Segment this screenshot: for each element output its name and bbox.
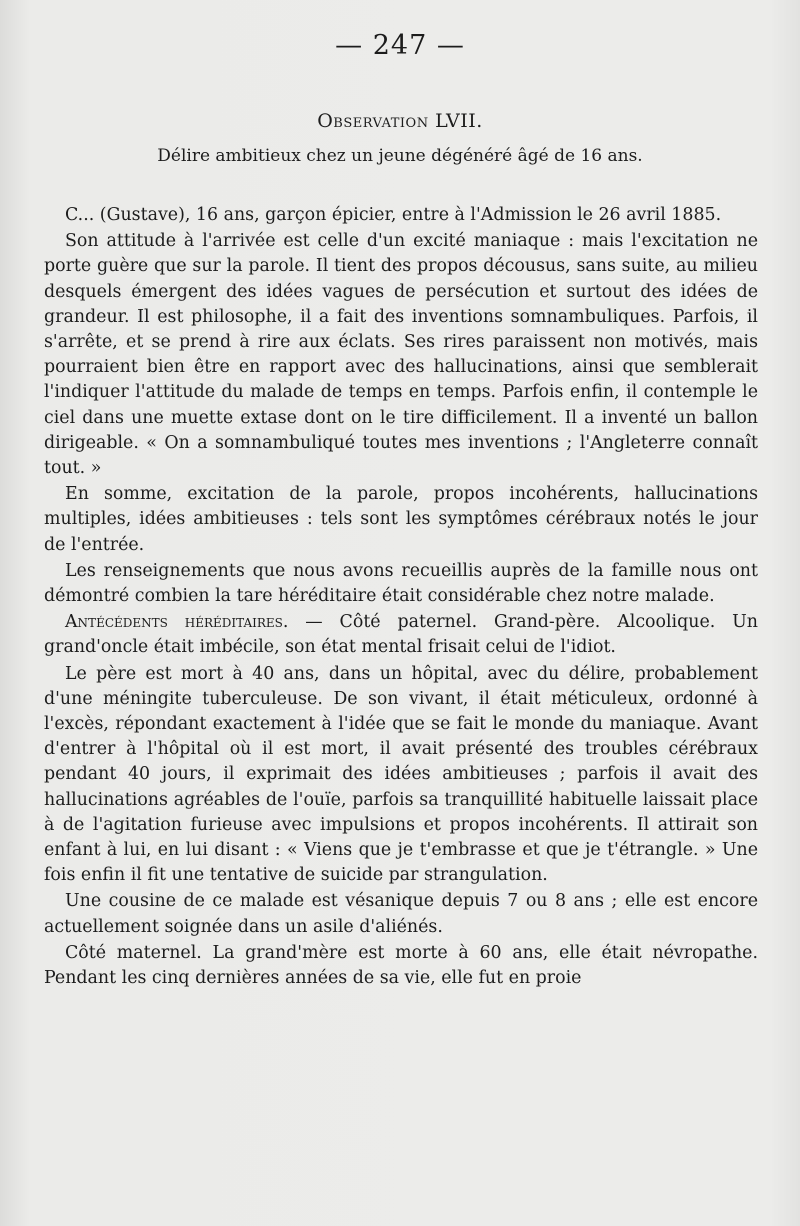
paragraph-hereditary-text: — Côté paternel. Grand-père. Alcoolique. Un grand'oncle était imbécile, son état mental frisait celui de l'idiot. bbox=[44, 612, 758, 658]
observation-subtitle: Délire ambitieux chez un jeune dégénéré âgé de 16 ans. bbox=[157, 146, 643, 166]
paragraph-summary: En somme, excitation de la parole, propos incohérents, hallucinations multiples, idées ambitieuses : tels sont les symptômes cérébraux notés le jour de l'entrée. bbox=[44, 484, 758, 555]
observation-body bbox=[44, 203, 758, 991]
paragraph-attitude: Son attitude à l'arrivée est celle d'un excité maniaque : mais l'excitation ne porte guère que sur la parole. Il tient des propos décousus, sans suite, au milieu desquels émergent des idées vagues de persécution et surtout des idées de grandeur. Il est philosophe, il a fait des inventions somnambuliques. Parfois, il s'arrête, et se prend à rire aux éclats. Ses rires paraissent non motivés, mais pourraient bien être en rapport avec des hallucinations, ainsi que semblerait l'indiquer l'attitude du malade de temps en temps. Parfois enfin, il contemple le ciel dans une muette extase dont on le tire difficilement. Il a inventé un ballon dirigeable. « On a somnambuliqué toutes mes inventions ; l'Angleterre connaît tout. » bbox=[44, 231, 758, 479]
paragraph-family-info: Les renseignements que nous avons recueillis auprès de la famille nous ont démontré combien la tare héréditaire était considérable chez notre malade. bbox=[44, 560, 758, 607]
paragraph-cousin: Une cousine de ce malade est vésanique depuis 7 ou 8 ans ; elle est encore actuellement soignée dans un asile d'aliénés. bbox=[44, 891, 758, 937]
paragraph-maternal: Côté maternel. La grand'mère est morte à 60 ans, elle était névropathe. Pendant les cinq dernières années de sa vie, elle fut en proie bbox=[44, 942, 758, 989]
section-heading-hereditary: Antécédents héréditaires. bbox=[65, 612, 289, 633]
page-number: — 247 — bbox=[335, 30, 465, 61]
observation-title: Observation LVII. bbox=[317, 110, 483, 132]
paragraph-admission: C... (Gustave), 16 ans, garçon épicier, entre à l'Admission le 26 avril 1885. bbox=[65, 205, 722, 225]
paragraph-hereditary bbox=[44, 610, 758, 660]
paragraph-father: Le père est mort à 40 ans, dans un hôpital, avec du délire, probablement d'une méningite tuberculeuse. De son vivant, il était méticuleux, ordonné à l'excès, répondant exactement à l'idée que se fait le monde du maniaque. Avant d'entrer à l'hôpital où il est mort, il avait présenté des troubles cérébraux pendant 40 jours, il exprimait des idées ambitieuses ; parfois il avait des hallucinations agréables de l'ouïe, parfois sa tranquillité habituelle laissait place à de l'agitation furieuse avec impulsions et propos incohérents. Il attirait son enfant à lui, en lui disant : « Viens que je t'embrasse et que je t'étrangle. » Une fois enfin il fit une tentative de suicide par strangulation. bbox=[44, 663, 758, 886]
